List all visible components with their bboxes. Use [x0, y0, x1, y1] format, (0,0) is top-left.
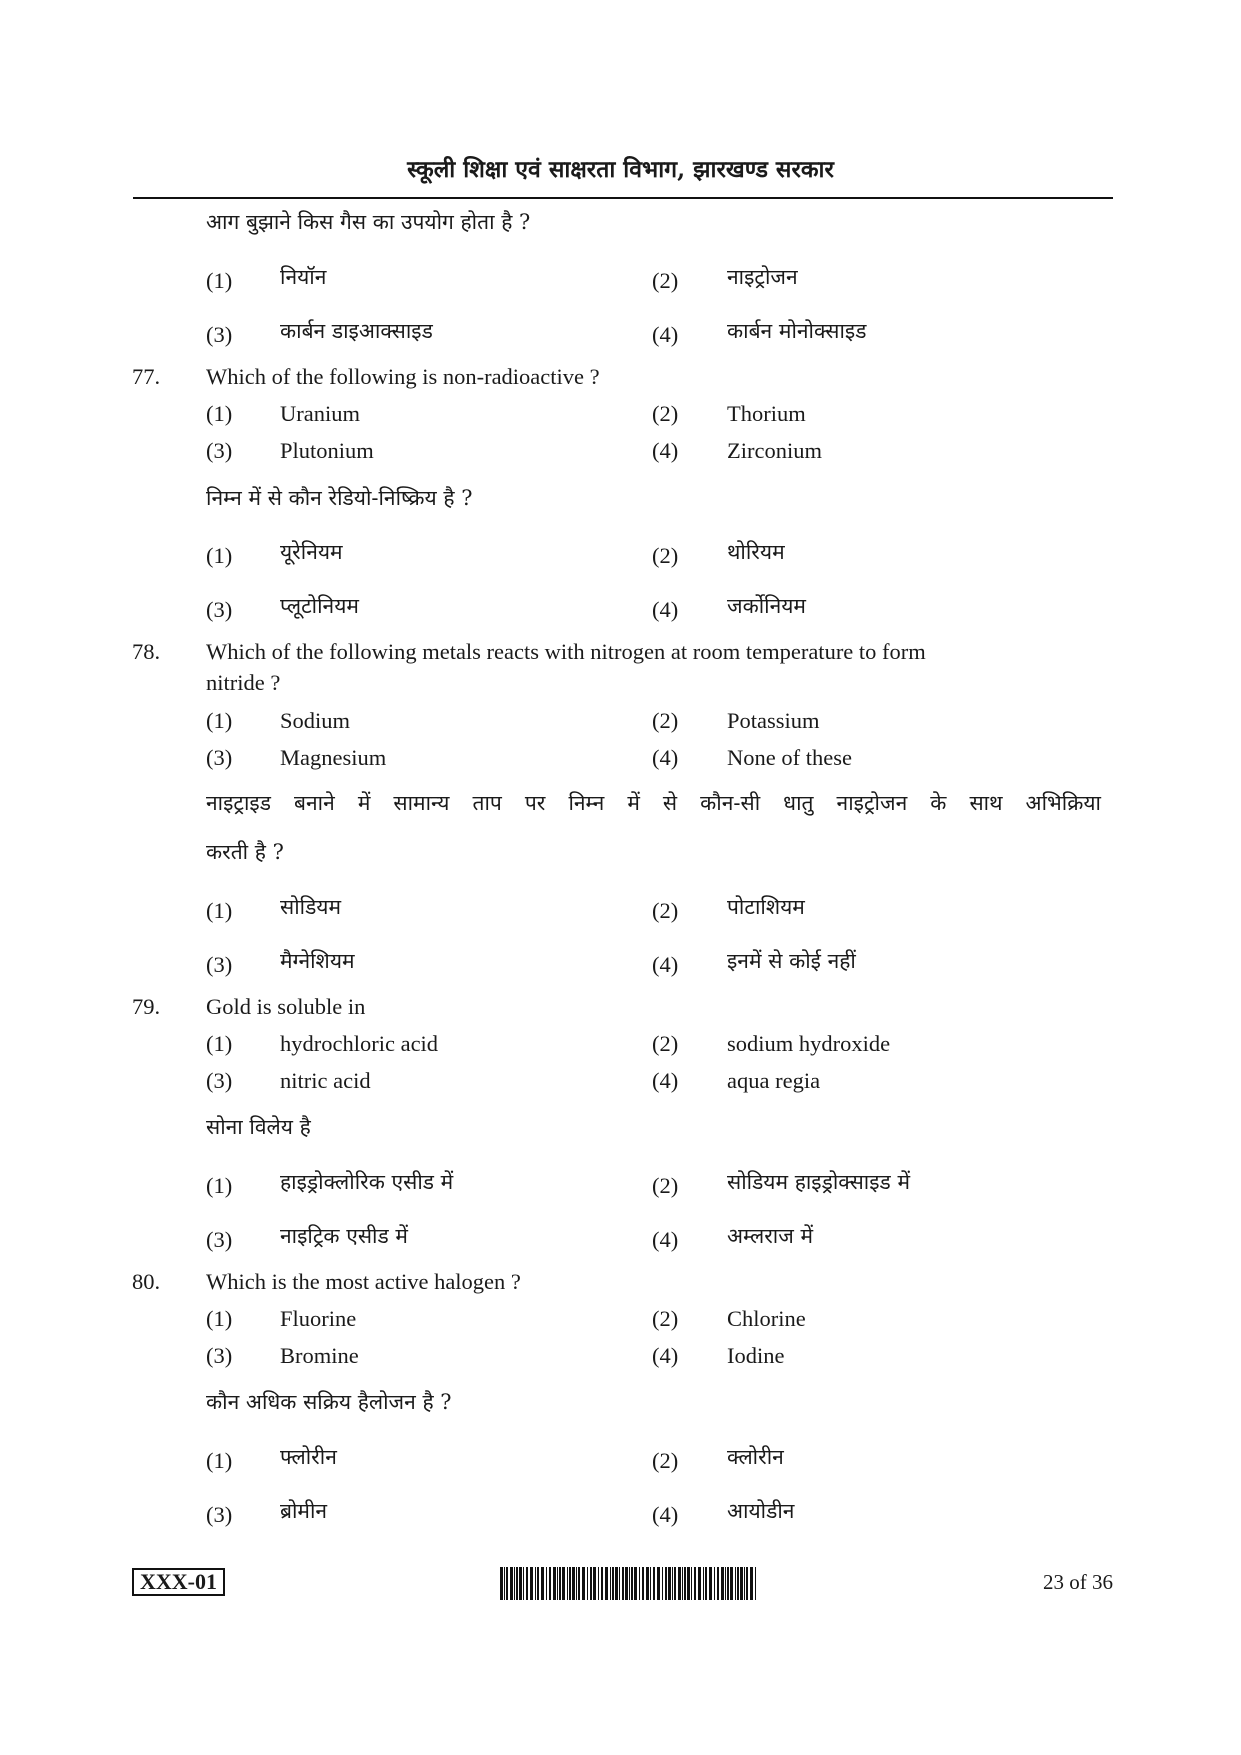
q80-number: 80. [132, 1269, 161, 1294]
q79-en-opt1-text: hydrochloric acid [280, 1031, 439, 1056]
barcode-bar [587, 1567, 588, 1600]
q78-en-text-line1: Which of the following metals reacts with nitrogen at room temperature to form [206, 639, 926, 664]
q80-en-opt4-text: Iodine [727, 1343, 785, 1368]
q77-en-opt3-text: Plutonium [280, 438, 374, 463]
barcode-bar [662, 1567, 663, 1600]
q76-hi-opt1-text: नियॉन [280, 265, 327, 289]
barcode-bar [546, 1567, 547, 1600]
q79-en-opt3-num: (3) [206, 1068, 233, 1093]
barcode-bar [725, 1567, 726, 1600]
q78-hi-opt2-num: (2) [652, 898, 679, 923]
q79-en-text: Gold is soluble in [206, 994, 366, 1019]
barcode-bar [750, 1567, 753, 1600]
q78-number: 78. [132, 639, 161, 664]
barcode-bar [598, 1567, 599, 1600]
q76-hi-opt3-text: कार्बन डाइआक्साइड [280, 319, 433, 343]
barcode-bar [504, 1567, 505, 1600]
q80-en-opt2-num: (2) [652, 1306, 679, 1331]
q80-hi-opt3-num: (3) [206, 1502, 233, 1527]
barcode-bar [601, 1567, 603, 1600]
barcode-bar [737, 1567, 739, 1600]
barcode-bar [703, 1567, 704, 1600]
q77-hi-opt4-text: जर्कोनियम [727, 594, 806, 618]
barcode-bar [537, 1567, 539, 1600]
barcode-bar [668, 1567, 671, 1600]
barcode-bar [516, 1567, 518, 1600]
q78-hi-opt3-num: (3) [206, 952, 233, 977]
barcode-bar [674, 1567, 676, 1600]
q78-en-opt3-num: (3) [206, 745, 233, 770]
q80-en-opt4-num: (4) [652, 1343, 679, 1368]
barcode-bar [514, 1567, 515, 1600]
q79-en-opt2-num: (2) [652, 1031, 679, 1056]
q80-hi-text: कौन अधिक सक्रिय हैलोजन है ? [206, 1390, 452, 1414]
barcode-bar [559, 1567, 561, 1600]
q79-en-opt3-text: nitric acid [280, 1068, 371, 1093]
q76-hi-opt4-text: कार्बन मोनोक्साइड [727, 319, 867, 343]
q80-en-opt3-text: Bromine [280, 1343, 359, 1368]
barcode-bar [642, 1567, 644, 1600]
barcode-bar [500, 1567, 503, 1600]
q77-hi-opt3-num: (3) [206, 597, 233, 622]
barcode-bar [578, 1567, 580, 1600]
q79-hi-opt4-num: (4) [652, 1227, 679, 1252]
q77-hi-opt2-num: (2) [652, 543, 679, 568]
page-header-title: स्कूली शिक्षा एवं साक्षरता विभाग, झारखण्ड सरकार [407, 156, 834, 183]
header-divider [133, 197, 1113, 199]
q78-hi-text-line2: करती है ? [206, 840, 284, 864]
q79-en-opt2-text: sodium hydroxide [727, 1031, 891, 1056]
barcode-bar [622, 1567, 624, 1600]
q79-hi-opt2-text: सोडियम हाइड्रोक्साइड में [727, 1170, 911, 1194]
barcode-bar [615, 1567, 618, 1600]
paper-code-box: XXX-01 [132, 1568, 225, 1596]
barcode-bar [553, 1567, 556, 1600]
q76-hi-text: आग बुझाने किस गैस का उपयोग होता है ? [206, 210, 531, 234]
barcode-bar [678, 1567, 681, 1600]
barcode-bar [519, 1567, 522, 1600]
barcode-bar [569, 1567, 571, 1600]
q77-hi-text: निम्न में से कौन रेडियो-निष्क्रिय है ? [206, 486, 473, 510]
q77-hi-opt1-num: (1) [206, 543, 233, 568]
q78-en-opt4-text: None of these [727, 745, 852, 770]
q79-en-opt1-num: (1) [206, 1031, 233, 1056]
q78-hi-opt4-num: (4) [652, 952, 679, 977]
q76-hi-opt2-text: नाइट्रोजन [727, 265, 798, 289]
q80-hi-opt2-text: क्लोरीन [727, 1445, 784, 1469]
barcode-bar [634, 1567, 637, 1600]
q76-hi-opt1-num: (1) [206, 268, 233, 293]
barcode-bar [746, 1567, 748, 1600]
q80-hi-opt1-num: (1) [206, 1448, 233, 1473]
barcode-bar [576, 1567, 577, 1600]
barcode-bar [694, 1567, 696, 1600]
barcode-bar [735, 1567, 736, 1600]
q77-number: 77. [132, 364, 161, 389]
q80-en-opt3-num: (3) [206, 1343, 233, 1368]
barcode-bar [530, 1567, 533, 1600]
barcode-bar [650, 1567, 651, 1600]
barcode-bar [653, 1567, 655, 1600]
barcode-bar [612, 1567, 614, 1600]
q77-en-opt3-num: (3) [206, 438, 233, 463]
barcode-bar [572, 1567, 575, 1600]
barcode-bar [523, 1567, 524, 1600]
barcode-bar [717, 1567, 719, 1600]
barcode-bar [687, 1567, 690, 1600]
barcode-bar [629, 1567, 630, 1600]
q76-hi-opt2-num: (2) [652, 268, 679, 293]
q80-en-opt2-text: Chlorine [727, 1306, 806, 1331]
q76-hi-opt3-num: (3) [206, 322, 233, 347]
barcode-bar [593, 1567, 596, 1600]
barcode-bar [631, 1567, 633, 1600]
barcode-bar [562, 1567, 565, 1600]
q80-en-text: Which is the most active halogen ? [206, 1269, 521, 1294]
q78-en-opt2-num: (2) [652, 708, 679, 733]
barcode-image [500, 1567, 760, 1600]
q80-hi-opt2-num: (2) [652, 1448, 679, 1473]
q79-number: 79. [132, 994, 161, 1019]
q80-en-opt1-text: Fluorine [280, 1306, 357, 1331]
q77-en-opt1-num: (1) [206, 401, 233, 426]
q77-en-opt4-num: (4) [652, 438, 679, 463]
q78-hi-text-line1: नाइट्राइड बनाने में सामान्य ताप पर निम्न में से कौन-सी धातु नाइट्रोजन के साथ अभिक्रिया [206, 791, 1101, 815]
barcode-bar [684, 1567, 686, 1600]
q78-hi-opt4-text: इनमें से कोई नहीं [727, 949, 856, 973]
barcode-bar [714, 1567, 715, 1600]
q77-en-opt2-text: Thorium [727, 401, 806, 426]
barcode-bar [625, 1567, 628, 1600]
q77-hi-opt4-num: (4) [652, 597, 679, 622]
barcode-bar [610, 1567, 611, 1600]
barcode-bar [510, 1567, 513, 1600]
q79-hi-opt2-num: (2) [652, 1173, 679, 1198]
q79-hi-opt1-num: (1) [206, 1173, 233, 1198]
q79-hi-opt1-text: हाइड्रोक्लोरिक एसीड में [280, 1170, 454, 1194]
q78-en-text-line2: nitride ? [206, 670, 281, 695]
q78-en-opt3-text: Magnesium [280, 745, 387, 770]
q77-hi-opt3-text: प्लूटोनियम [280, 594, 359, 618]
barcode-bar [646, 1567, 649, 1600]
barcode-bar [590, 1567, 592, 1600]
barcode-bar [721, 1567, 724, 1600]
barcode-bar [619, 1567, 620, 1600]
q77-hi-opt1-text: यूरेनियम [280, 540, 343, 564]
barcode-bar [535, 1567, 536, 1600]
barcode-bar [682, 1567, 683, 1600]
barcode-bar [740, 1567, 743, 1600]
barcode-bar [605, 1567, 608, 1600]
q78-hi-opt1-num: (1) [206, 898, 233, 923]
q77-en-opt2-num: (2) [652, 401, 679, 426]
q76-hi-opt4-num: (4) [652, 322, 679, 347]
q79-en-opt4-num: (4) [652, 1068, 679, 1093]
q80-hi-opt4-num: (4) [652, 1502, 679, 1527]
page-number: 23 of 36 [1043, 1570, 1113, 1594]
barcode-bar [727, 1567, 729, 1600]
barcode-bar [744, 1567, 745, 1600]
barcode-bar [672, 1567, 673, 1600]
q78-hi-opt1-text: सोडियम [280, 895, 342, 919]
barcode-bar [557, 1567, 558, 1600]
q79-hi-opt3-text: नाइट्रिक एसीड में [280, 1224, 408, 1248]
barcode-bar [755, 1567, 756, 1600]
q77-hi-opt2-text: थोरियम [727, 540, 785, 564]
q77-en-opt1-text: Uranium [280, 401, 360, 426]
barcode-bar [639, 1567, 640, 1600]
q78-en-opt4-num: (4) [652, 745, 679, 770]
barcode-bar [709, 1567, 712, 1600]
barcode-bar [698, 1567, 701, 1600]
q80-en-opt1-num: (1) [206, 1306, 233, 1331]
barcode-bar [526, 1567, 528, 1600]
barcode-bar [582, 1567, 585, 1600]
q77-en-opt4-text: Zirconium [727, 438, 822, 463]
q78-en-opt1-text: Sodium [280, 708, 351, 733]
q79-hi-text: सोना विलेय है [206, 1115, 311, 1139]
barcode-bar [541, 1567, 544, 1600]
q78-en-opt1-num: (1) [206, 708, 233, 733]
barcode-bar [657, 1567, 660, 1600]
barcode-bar [691, 1567, 692, 1600]
barcode-bar [730, 1567, 733, 1600]
q80-hi-opt3-text: ब्रोमीन [280, 1499, 328, 1523]
q79-hi-opt4-text: अम्लराज में [727, 1224, 814, 1248]
q79-hi-opt3-num: (3) [206, 1227, 233, 1252]
q77-en-text: Which of the following is non-radioactive ? [206, 364, 600, 389]
barcode-bar [665, 1567, 667, 1600]
q79-en-opt4-text: aqua regia [727, 1068, 821, 1093]
barcode-bar [705, 1567, 707, 1600]
barcode-bar [549, 1567, 551, 1600]
barcode-bar [506, 1567, 508, 1600]
q80-hi-opt4-text: आयोडीन [727, 1499, 795, 1523]
q78-en-opt2-text: Potassium [727, 708, 820, 733]
q80-hi-opt1-text: फ्लोरीन [280, 1445, 337, 1469]
q78-hi-opt2-text: पोटाशियम [727, 895, 805, 919]
barcode-bar [567, 1567, 568, 1600]
q78-hi-opt3-text: मैग्नेशियम [280, 949, 355, 973]
